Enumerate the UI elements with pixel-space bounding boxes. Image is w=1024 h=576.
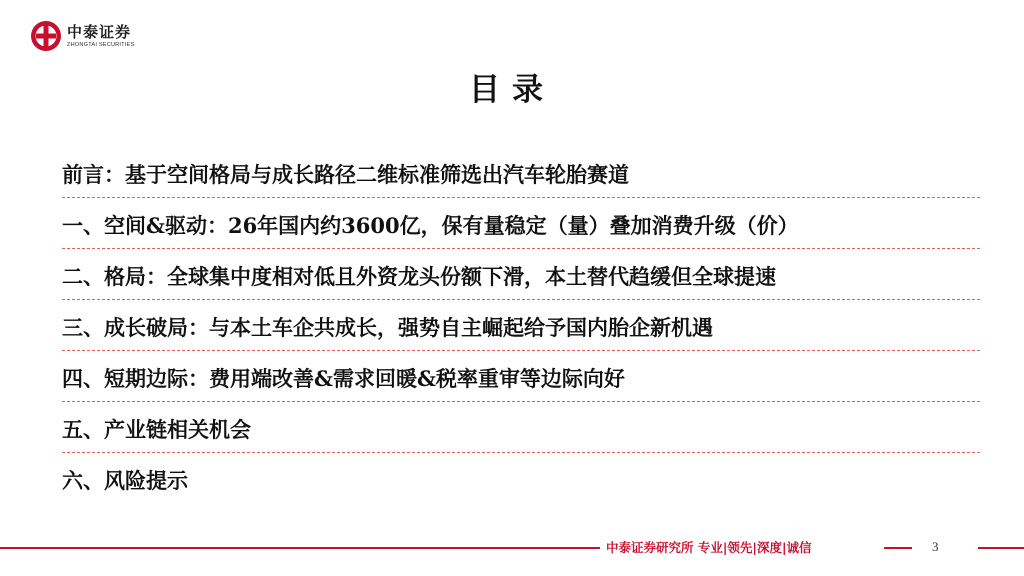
toc-item [62, 303, 1024, 354]
toc-item-label: 二、格局：全球集中度相对低且外资龙头份额下滑，本土替代趋缓但全球提速 [62, 264, 776, 289]
toc-item-label: 六、风险提示 [62, 468, 188, 493]
page-number: 3 [932, 539, 939, 554]
dashed-divider [62, 452, 980, 453]
toc-item-label: 四、短期边际：费用端改善&需求回暖&税率重审等边际向好 [62, 366, 625, 391]
toc-item-label: 五、产业链相关机会 [62, 417, 251, 442]
brand-logo [30, 19, 134, 53]
dashed-divider [62, 350, 980, 351]
toc-item [62, 405, 1024, 456]
page-title: 目录 [469, 72, 555, 108]
footer-rule-right [978, 547, 1024, 549]
toc-item [62, 252, 1024, 303]
toc-item [62, 201, 1024, 252]
toc-item-label: 三、成长破局：与本土车企共成长，强势自主崛起给予国内胎企新机遇 [62, 315, 713, 340]
zhongtai-logo-icon [30, 20, 62, 52]
dashed-divider [62, 401, 980, 402]
toc-item [62, 150, 1024, 201]
brand-name-cn: 中泰证券 [67, 22, 132, 41]
toc-item [62, 354, 1024, 405]
dashed-divider [62, 299, 980, 300]
table-of-contents [62, 150, 1024, 507]
toc-item [62, 456, 1024, 507]
toc-item-label: 前言：基于空间格局与成长路径二维标准筛选出汽车轮胎赛道 [62, 162, 629, 187]
footer-slogan: 中泰证券研究所 专业|领先|深度|诚信 [606, 540, 812, 555]
footer-rule-left [0, 547, 600, 549]
brand-text [67, 24, 134, 49]
footer-rule-mid [884, 547, 912, 549]
dashed-divider [62, 197, 980, 198]
brand-name-en: ZHONGTAI SECURITIES [67, 41, 135, 48]
toc-item-label: 一、空间&驱动：26年国内约3600亿，保有量稳定（量）叠加消费升级（价） [62, 213, 799, 238]
dashed-divider [62, 248, 980, 249]
